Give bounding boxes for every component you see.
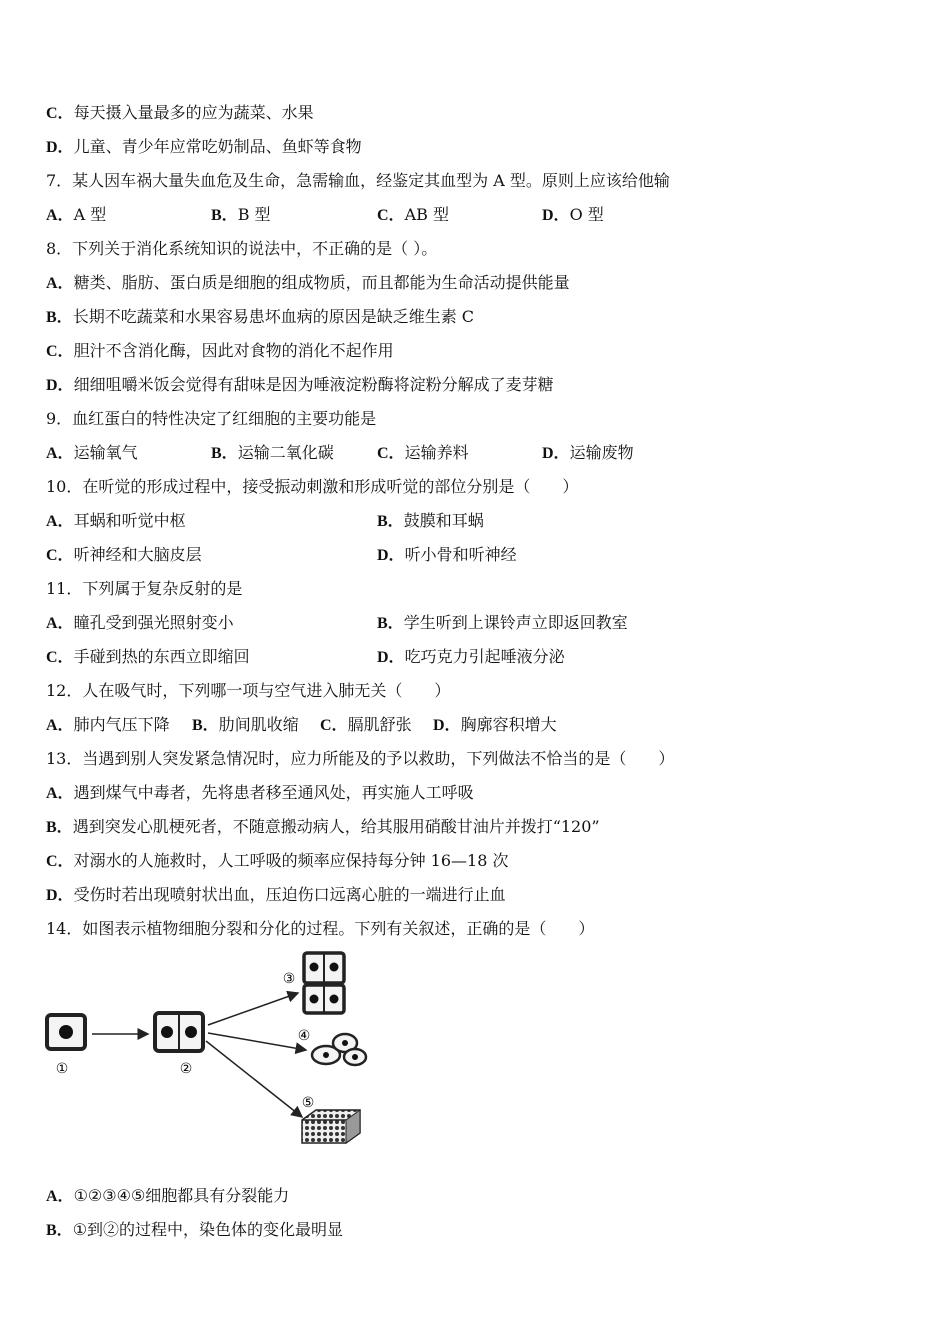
- option-text: B 型: [237, 205, 271, 224]
- option-text: 长期不吃蔬菜和水果容易患坏血病的原因是缺乏维生素 C: [72, 307, 475, 326]
- option-text: 学生听到上课铃声立即返回教室: [403, 613, 628, 632]
- option-text: 9．血红蛋白的特性决定了红细胞的主要功能是: [46, 409, 377, 428]
- option: [46, 613, 234, 634]
- option: [46, 1186, 289, 1207]
- arrow-2-4: [208, 1033, 306, 1050]
- option-label: B．: [46, 819, 73, 836]
- option: [433, 715, 557, 736]
- cell-2: [155, 1013, 203, 1051]
- option: [46, 783, 474, 804]
- option-text: 肋间肌收缩: [218, 715, 299, 734]
- option: [46, 375, 554, 396]
- option-text: 手碰到热的东西立即缩回: [73, 647, 250, 666]
- option: [192, 715, 299, 736]
- option: [377, 647, 565, 668]
- option: [46, 341, 394, 362]
- option-label: D．: [542, 445, 570, 462]
- option: [377, 205, 449, 226]
- option: [377, 511, 484, 532]
- option-text: 吃巧克力引起唾液分泌: [404, 647, 565, 666]
- option-label: A．: [46, 513, 74, 530]
- question-stem: [46, 919, 594, 939]
- question-stem: [46, 681, 450, 701]
- option-label: D．: [46, 139, 74, 156]
- option-text: 耳蜗和听觉中枢: [73, 511, 186, 530]
- label-3: ③: [282, 971, 296, 987]
- option-text: 肺内气压下降: [73, 715, 170, 734]
- question-stem: [46, 579, 242, 599]
- option: [46, 511, 186, 532]
- option: [542, 443, 634, 464]
- option: [211, 443, 334, 464]
- option-text: 胆汁不含消化酶，因此对食物的消化不起作用: [73, 341, 394, 360]
- option: [46, 647, 250, 668]
- option-label: D．: [433, 717, 461, 734]
- option-text: 8．下列关于消化系统知识的说法中，不正确的是（ ）。: [46, 239, 438, 258]
- option: [46, 205, 106, 226]
- option-text: 儿童、青少年应常吃奶制品、鱼虾等食物: [73, 137, 362, 156]
- option: [46, 851, 508, 872]
- option-text: 13．当遇到别人突发紧急情况时，应力所能及的予以救助，下列做法不恰当的是（ ）: [46, 749, 675, 768]
- option-label: B．: [211, 445, 238, 462]
- option-text: 运输氧气: [73, 443, 138, 462]
- option: [46, 817, 600, 838]
- option-label: A．: [46, 717, 74, 734]
- option-text: 12．人在吸气时，下列哪一项与空气进入肺无关（ ）: [46, 681, 451, 700]
- option: [377, 545, 517, 566]
- option-label: B．: [192, 717, 219, 734]
- option-text: A 型: [73, 205, 107, 224]
- option-label: C．: [320, 717, 348, 734]
- option: [46, 885, 506, 906]
- option-label: A．: [46, 207, 74, 224]
- cell-division-differentiation-figure: [40, 945, 380, 1160]
- option-label: B．: [46, 1222, 73, 1239]
- option-text: 运输废物: [569, 443, 634, 462]
- option-text: 受伤时若出现喷射状出血，压迫伤口远离心脏的一端进行止血: [73, 885, 506, 904]
- option-text: 瞳孔受到强光照射变小: [73, 613, 234, 632]
- option-text: 11．下列属于复杂反射的是: [46, 579, 243, 598]
- option-label: A．: [46, 1188, 74, 1205]
- option-label: C．: [46, 547, 74, 564]
- option-label: D．: [542, 207, 570, 224]
- question-stem: [46, 171, 670, 191]
- option-label: C．: [46, 649, 74, 666]
- option-text: 遇到煤气中毒者，先将患者移至通风处，再实施人工呼吸: [73, 783, 474, 802]
- option: [46, 103, 314, 124]
- option-text: 对溺水的人施救时，人工呼吸的频率应保持每分钟 16—18 次: [73, 851, 509, 870]
- option-label: A．: [46, 445, 74, 462]
- question-stem: [46, 239, 437, 259]
- option-label: B．: [211, 207, 238, 224]
- arrow-2-3: [208, 993, 298, 1025]
- label-1: ①: [55, 1061, 69, 1077]
- option: [377, 443, 469, 464]
- option-label: D．: [46, 887, 74, 904]
- option-text: 运输二氧化碳: [237, 443, 334, 462]
- option-label: A．: [46, 275, 74, 292]
- option-label: B．: [377, 513, 404, 530]
- option-text: 运输养料: [404, 443, 469, 462]
- option-label: C．: [377, 207, 405, 224]
- option: [320, 715, 412, 736]
- option-text: 遇到突发心肌梗死者，不随意搬动病人，给其服用硝酸甘油片并拨打“120”: [72, 817, 600, 836]
- option-text: 糖类、脂肪、蛋白质是细胞的组成物质，而且都能为生命活动提供能量: [73, 273, 570, 292]
- option-label: C．: [46, 343, 74, 360]
- cell-4: [312, 1034, 366, 1065]
- option-label: C．: [46, 853, 74, 870]
- option-text: 14．如图表示植物细胞分裂和分化的过程。下列有关叙述，正确的是（ ）: [46, 919, 595, 938]
- option-text: ①②③④⑤细胞都具有分裂能力: [73, 1186, 290, 1205]
- option-label: C．: [46, 105, 74, 122]
- option-text: 胸廓容积增大: [460, 715, 557, 734]
- option-text: 细细咀嚼米饭会觉得有甜味是因为唾液淀粉酶将淀粉分解成了麦芽糖: [73, 375, 554, 394]
- option: [46, 443, 138, 464]
- question-stem: [46, 409, 376, 429]
- question-stem: [46, 749, 674, 769]
- arrow-2-5: [206, 1041, 302, 1117]
- option: [46, 715, 170, 736]
- label-2: ②: [179, 1061, 193, 1077]
- option: [46, 137, 362, 158]
- cell-1: [47, 1015, 85, 1049]
- label-5: ⑤: [301, 1095, 315, 1111]
- option: [46, 273, 570, 294]
- option-text: 10．在听觉的形成过程中，接受振动刺激和形成听觉的部位分别是（ ）: [46, 477, 579, 496]
- option-label: B．: [377, 615, 404, 632]
- option-text: 7．某人因车祸大量失血危及生命，急需输血，经鉴定其血型为 A 型。原则上应该给他输: [46, 171, 670, 190]
- question-stem: [46, 477, 578, 497]
- option-text: 每天摄入量最多的应为蔬菜、水果: [73, 103, 314, 122]
- option: [46, 307, 474, 328]
- option-text: 鼓膜和耳蜗: [403, 511, 484, 530]
- option-text: 听小骨和听神经: [404, 545, 517, 564]
- option-label: D．: [377, 547, 405, 564]
- option-label: D．: [377, 649, 405, 666]
- option: [46, 1220, 343, 1241]
- option: [377, 613, 628, 634]
- cell-3: [304, 953, 344, 1013]
- cell-5: [302, 1110, 360, 1143]
- option-text: AB 型: [404, 205, 449, 224]
- option-text: ①到②的过程中，染色体的变化最明显: [72, 1220, 344, 1239]
- option-text: O 型: [569, 205, 604, 224]
- option: [46, 545, 202, 566]
- option-label: D．: [46, 377, 74, 394]
- option: [542, 205, 604, 226]
- option-text: 听神经和大脑皮层: [73, 545, 202, 564]
- option: [211, 205, 271, 226]
- option-label: C．: [377, 445, 405, 462]
- option-text: 膈肌舒张: [347, 715, 412, 734]
- option-label: A．: [46, 615, 74, 632]
- option-label: B．: [46, 309, 73, 326]
- label-4: ④: [297, 1028, 311, 1044]
- option-label: A．: [46, 785, 74, 802]
